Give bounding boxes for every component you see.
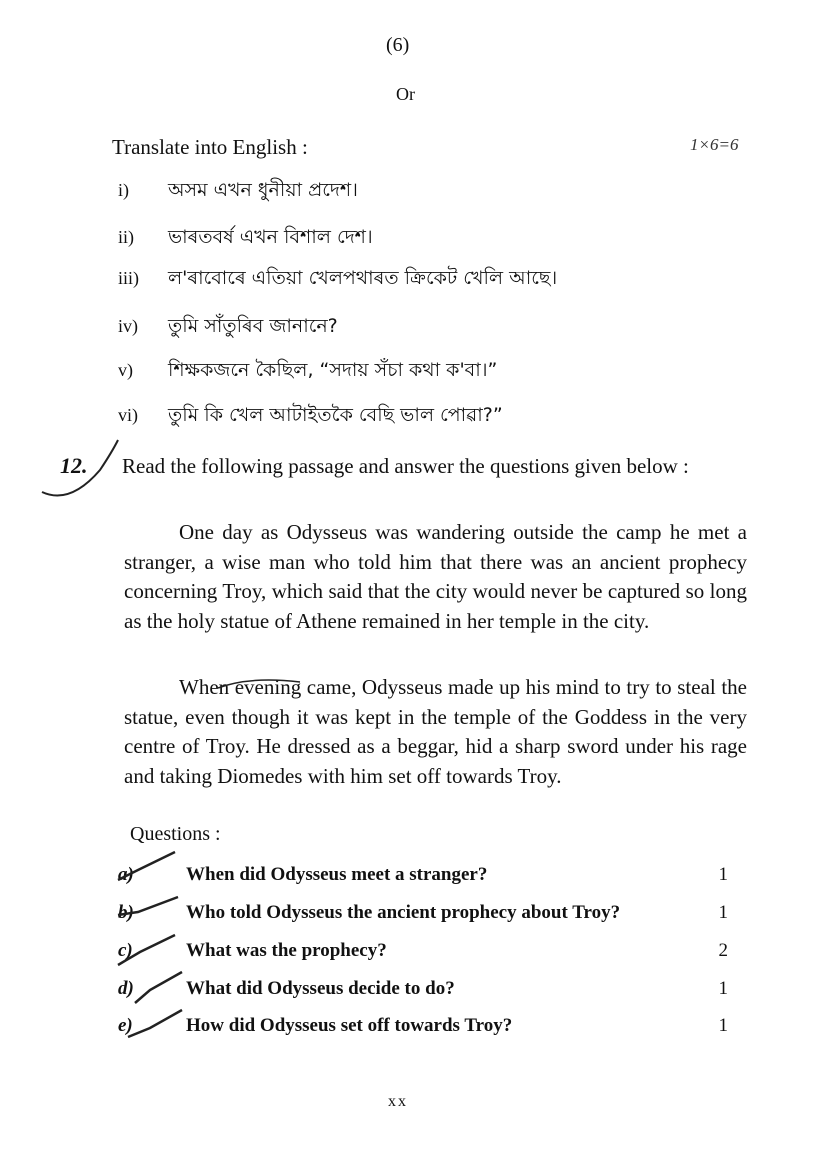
page-footer: xx	[388, 1093, 408, 1110]
item-text: তুমি সাঁতুৰিব জানানে?	[168, 315, 338, 337]
pen-stroke-icon	[218, 680, 300, 688]
sub-question-label: e)	[118, 1015, 133, 1036]
sub-question-marks: 1	[718, 902, 728, 923]
sub-question-marks: 2	[718, 940, 728, 961]
sub-question-label: a)	[118, 864, 134, 885]
pen-checkmark-icon	[128, 1010, 182, 1037]
sub-question-text: How did Odysseus set off towards Troy?	[186, 1015, 513, 1036]
passage-instruction: Read the following passage and answer the questions given below :	[122, 454, 689, 478]
item-number: vi)	[118, 405, 138, 425]
sub-question-text: What did Odysseus decide to do?	[186, 978, 455, 999]
item-number: i)	[118, 180, 129, 200]
item-text: তুমি কি খেল আটাইতকৈ বেছি ভাল পোৱা?”	[168, 404, 503, 426]
pen-checkmark-icon	[118, 852, 175, 880]
sub-question-marks: 1	[718, 1015, 728, 1036]
sub-question-label: d)	[118, 978, 134, 999]
sub-question-marks: 1	[718, 978, 728, 999]
item-text: ভাৰতবৰ্ষ এখন বিশাল দেশ।	[168, 226, 373, 248]
paper-code: Or	[396, 84, 415, 104]
item-text: শিক্ষকজনে কৈছিল, “সদায় সঁচা কথা ক'বা।”	[168, 359, 498, 381]
item-text: ল'ৰাবোৰে এতিয়া খেলপথাৰত ক্ৰিকেট খেলি আছে।	[168, 267, 558, 289]
sub-question-label: b)	[118, 902, 134, 923]
pen-checkmark-icon	[118, 897, 178, 915]
sub-question-text: Who told Odysseus the ancient prophecy about Troy?	[186, 902, 621, 923]
translate-heading: Translate into English :	[112, 135, 308, 159]
item-number: iv)	[118, 316, 138, 336]
item-number: iii)	[118, 268, 139, 288]
paragraph-text: When evening came, Odysseus made up his mind to try to steal the statue, even though it was kept in the temple of the Goddess in the very centre of Troy. He dressed as a beggar, hid a sharp sword under his rage and taking Diomedes with him set off towards Troy.	[124, 675, 747, 788]
pen-checkmark-icon	[42, 440, 118, 496]
sub-question-marks: 1	[718, 864, 728, 885]
question-number: 12.	[60, 453, 88, 478]
sub-question-text: What was the prophecy?	[186, 940, 387, 961]
questions-label: Questions :	[130, 823, 221, 845]
paragraph-text: One day as Odysseus was wandering outside the camp he met a stranger, a wise man who told him that there was an ancient prophecy concerning Troy, which said that the city would never be captured so long as the holy statue of Athene remained in her temple in the city.	[124, 520, 747, 633]
item-text: অসম এখন ধুনীয়া প্ৰদেশ।	[168, 179, 358, 201]
pen-checkmark-icon	[118, 935, 175, 965]
translate-marks: 1×6=6	[690, 135, 739, 154]
sub-question-label: c)	[118, 940, 133, 961]
item-number: ii)	[118, 227, 134, 247]
pen-checkmark-icon	[135, 972, 182, 1003]
item-number: v)	[118, 360, 133, 380]
page-number: (6)	[386, 34, 410, 56]
sub-question-text: When did Odysseus meet a stranger?	[186, 864, 488, 885]
